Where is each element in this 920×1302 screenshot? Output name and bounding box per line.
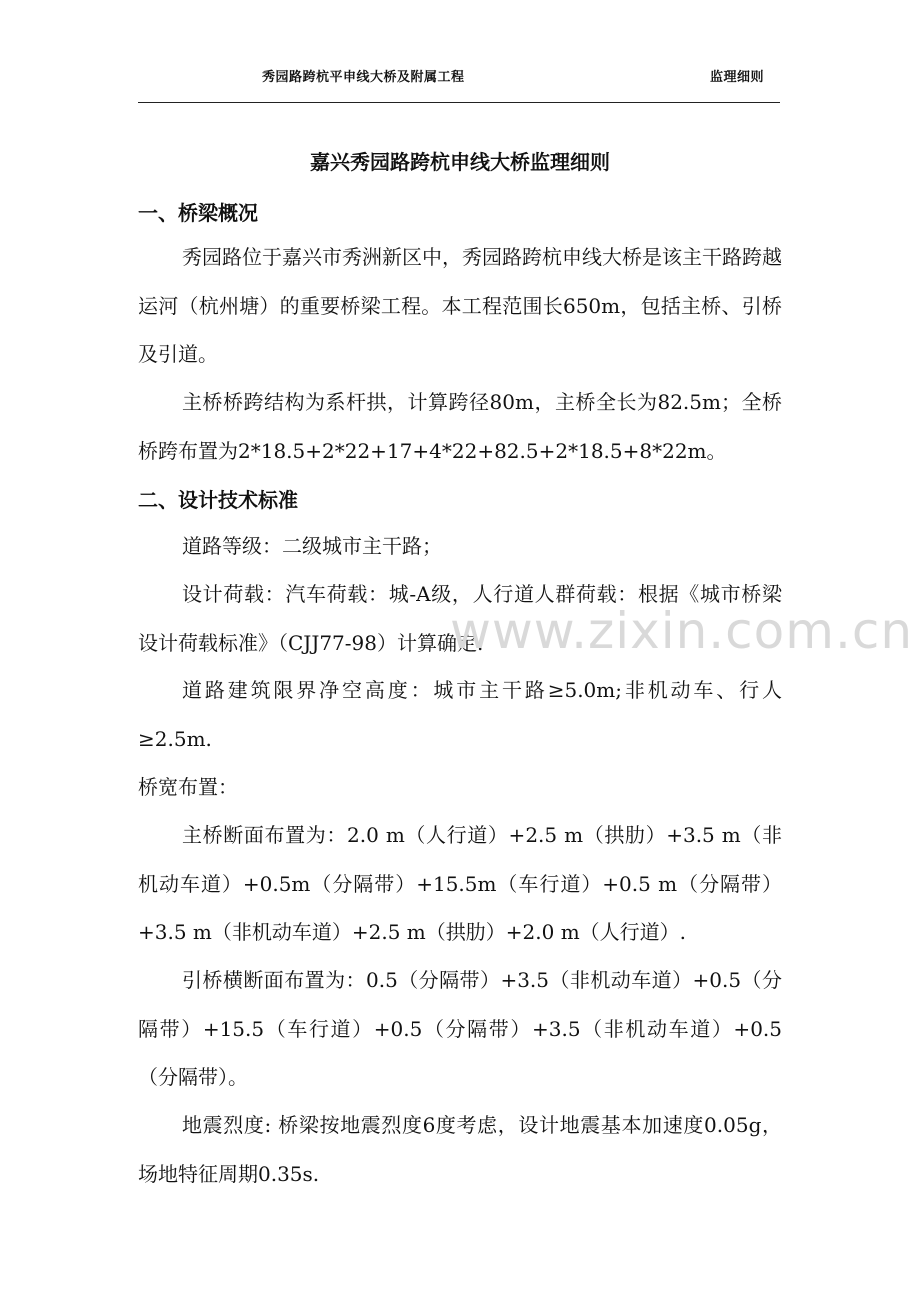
section-heading-design-standards: 二、设计技术标准 <box>138 488 298 512</box>
paragraph-main-bridge-section: 主桥断面布置为：2.0 m（人行道）+2.5 m（拱肋）+3.5 m（非机动车道）+0.5m（分隔带）+15.5m（车行道）+0.5 m（分隔带）+3.5 m（非机动车道）+2.5 m（拱肋）+2.0 m（人行道）. <box>138 823 782 944</box>
paragraph-location: 秀园路位于嘉兴市秀洲新区中，秀园路跨杭申线大桥是该主干路跨越运河（杭州塘）的重要桥梁工程。本工程范围长650m，包括主桥、引桥及引道。 <box>138 245 782 366</box>
header-project-name: 秀园路跨杭平申线大桥及附属工程 <box>262 70 465 85</box>
header-doc-type: 监理细则 <box>709 70 764 85</box>
paragraph-bridge-width-label: 桥宽布置： <box>138 775 238 799</box>
paragraph-span-structure: 主桥桥跨结构为系杆拱，计算跨径80m，主桥全长为82.5m；全桥桥跨布置为2*18.5+2*22+17+4*22+82.5+2*18.5+8*22m。 <box>138 390 782 463</box>
paragraph-road-grade: 道路等级：二级城市主干路； <box>182 534 442 558</box>
document-title: 嘉兴秀园路跨杭申线大桥监理细则 <box>310 150 610 174</box>
paragraph-approach-bridge-section: 引桥横断面布置为：0.5（分隔带）+3.5（非机动车道）+0.5（分隔带）+15.5（车行道）+0.5（分隔带）+3.5（非机动车道）+0.5（分隔带）。 <box>138 968 782 1089</box>
section-heading-bridge-overview: 一、桥梁概况 <box>138 201 258 225</box>
paragraph-seismic: 地震烈度: 桥梁按地震烈度6度考虑，设计地震基本加速度0.05g，场地特征周期0.35s. <box>138 1113 782 1186</box>
watermark-text: www.zixin.com.cn <box>450 602 914 660</box>
paragraph-clearance: 道路建筑限界净空高度：城市主干路≥5.0m;非机动车、行人≥2.5m. <box>138 678 782 751</box>
page-header <box>138 58 780 103</box>
paragraph-design-load: 设计荷载：汽车荷载：城-A级，人行道人群荷载：根据《城市桥梁设计荷载标准》（CJJ77-98）计算确定. <box>138 582 782 655</box>
